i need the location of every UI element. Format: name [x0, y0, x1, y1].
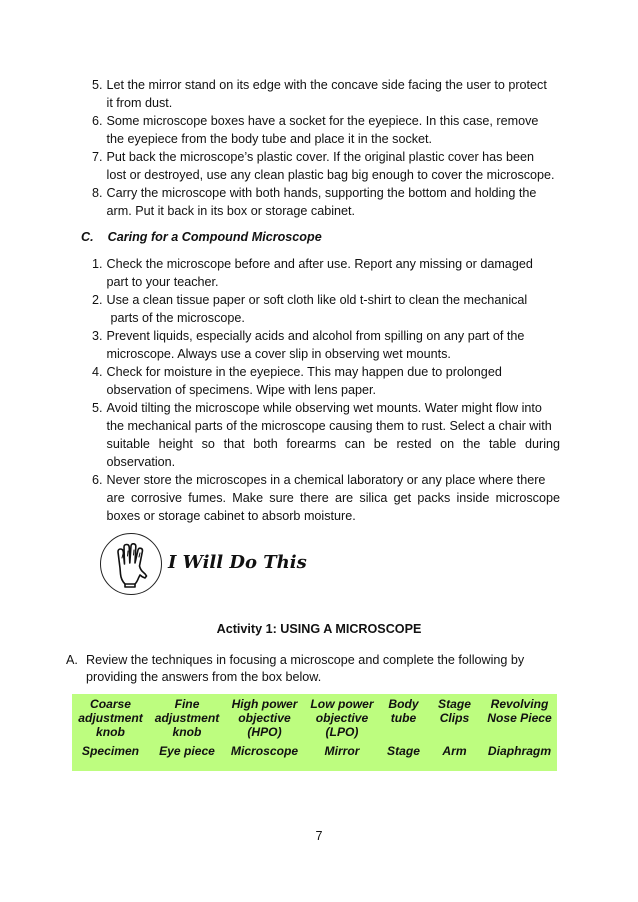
step-line: Some microscope boxes have a socket for the eyepiece. In this case, remove	[106, 114, 539, 128]
banner-title: I Will Do This	[168, 552, 307, 573]
step-line: observation of specimens. Wipe with lens paper.	[106, 383, 377, 397]
section-title: Caring for a Compound Microscope	[107, 230, 322, 244]
answer-term: Low power objective (LPO)	[310, 697, 374, 739]
section-letter: C.	[81, 230, 94, 244]
step-number: 3.	[92, 329, 103, 343]
list-item	[92, 399, 560, 471]
instruction	[66, 652, 566, 686]
instruction-letter: A.	[66, 653, 78, 667]
answer-term: Eye piece	[159, 744, 215, 758]
answer-term: Diaphragm	[487, 744, 552, 758]
step-line: are corrosive fumes. Make sure there are silica get packs inside microscope	[106, 491, 560, 505]
step-line: microscope. Always use a cover slip in observing wet mounts.	[106, 347, 451, 361]
caring-steps-list	[92, 255, 560, 525]
list-item	[92, 471, 560, 525]
step-line: it from dust.	[106, 96, 173, 110]
list-item	[92, 148, 560, 184]
step-line: parts of the microscope.	[110, 311, 245, 325]
instruction-line: providing the answers from the box below.	[86, 670, 322, 684]
list-item	[92, 112, 560, 148]
step-line: Let the mirror stand on its edge with the concave side facing the user to protect	[106, 78, 547, 92]
step-line: Check for moisture in the eyepiece. This may happen due to prolonged	[106, 365, 502, 379]
answer-row	[72, 744, 557, 758]
step-line: the eyepiece from the body tube and place it in the socket.	[106, 132, 433, 146]
step-number: 4.	[92, 365, 103, 379]
answer-term: Fine adjustment knob	[154, 697, 220, 739]
step-line: suitable height so that both forearms can be rested on the table during	[106, 437, 560, 451]
step-line: Use a clean tissue paper or soft cloth like old t-shirt to clean the mechanical	[106, 293, 528, 307]
list-item	[92, 184, 560, 220]
answer-term: Microscope	[230, 744, 299, 758]
storage-steps-list	[92, 76, 560, 220]
step-line: boxes or storage cabinet to absorb moisture.	[106, 509, 356, 523]
step-line: Never store the microscopes in a chemical laboratory or any place where there	[106, 473, 546, 487]
page-number: 7	[315, 829, 323, 843]
list-item	[92, 363, 560, 399]
step-line: lost or destroyed, use any clean plastic bag big enough to cover the microscope.	[106, 168, 555, 182]
step-number: 6.	[92, 473, 103, 487]
step-line: Put back the microscope’s plastic cover. If the original plastic cover has been	[106, 150, 534, 164]
answer-row	[72, 697, 557, 739]
step-line: arm. Put it back in its box or storage cabinet.	[106, 204, 356, 218]
step-number: 1.	[92, 257, 103, 271]
instruction-line: Review the techniques in focusing a microscope and complete the following by	[86, 653, 525, 667]
answer-box	[72, 694, 557, 771]
activity-title: Activity 1: USING A MICROSCOPE	[216, 622, 422, 636]
step-line: Carry the microscope with both hands, supporting the bottom and holding the	[106, 186, 537, 200]
step-line: the mechanical parts of the microscope causing them to rust. Select a chair with	[106, 419, 552, 433]
step-number: 6.	[92, 114, 103, 128]
step-number: 8.	[92, 186, 103, 200]
step-line: part to your teacher.	[106, 275, 219, 289]
answer-term: High power objective (HPO)	[231, 697, 298, 739]
step-line: observation.	[106, 455, 176, 469]
list-item	[92, 255, 560, 291]
answer-term: Arm	[442, 744, 467, 758]
answer-term: Stage Clips	[438, 697, 471, 725]
step-line: Prevent liquids, especially acids and alcohol from spilling on any part of the	[106, 329, 525, 343]
step-line: Avoid tilting the microscope while observing wet mounts. Water might flow into	[106, 401, 542, 415]
answer-term: Revolving Nose Piece	[487, 697, 552, 725]
step-number: 5.	[92, 78, 103, 92]
answer-term: Specimen	[81, 744, 140, 758]
step-line: Check the microscope before and after use. Report any missing or damaged	[106, 257, 533, 271]
list-item	[92, 291, 560, 327]
answer-term: Mirror	[324, 744, 360, 758]
list-item	[92, 76, 560, 112]
answer-term: Body tube	[388, 697, 419, 725]
answer-term: Stage	[387, 744, 420, 758]
raised-hand-icon	[100, 533, 162, 595]
step-number: 2.	[92, 293, 103, 307]
step-number: 7.	[92, 150, 103, 164]
list-item	[92, 327, 560, 363]
step-number: 5.	[92, 401, 103, 415]
section-heading	[81, 230, 322, 244]
answer-term: Coarse adjustment knob	[78, 697, 143, 739]
